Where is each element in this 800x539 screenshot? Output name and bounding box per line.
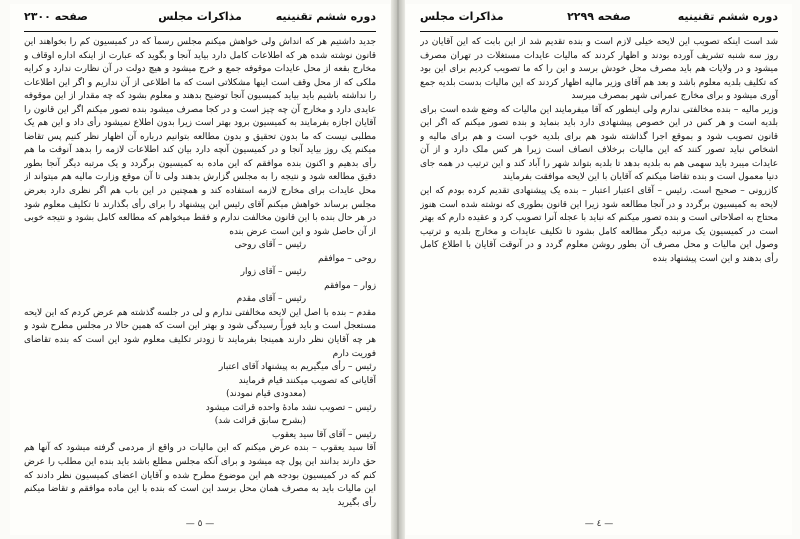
header-rule xyxy=(420,31,778,32)
paragraph: جدید داشتیم هر که انداش ولی خواهش میکنم مجلس رسماً که در کمیسیون کم را بخواهند این قانون نوشته شده هر که اطلاعات کامل دارد بیاید آنجا و بگوید که عبارت از اینکه اداره اوقاف و مخارج بقعه از محل عایدات موقوفه جمع و خرج میشود و هیچ دولت در آن نظارت ندارد و کرایه ملکی که از محل وقف است اینها مشکلاتی است که ما اطلاعی از آن نداریم و اگر این اطلاعات را نداشته باشیم باید بیاید کمیسیون آنجا توضیح بدهند و معلوم بشود که چه مقدار از این موقوفه عایدی دارد و مخارج آن چه چیز است و در کجا مصرف میشود بنده تصور میکنم اگر این قانون را آقایان اجازه بفرمایند به کمیسیون برود بهتر است زیرا بدون اطلاع نمیشود رأی داد و این هم یک مطلبی نیست که ما بدون تحقیق و بدون مطالعه بتوانیم درباره آن اظهار نظر کنیم پس تقاضا میکنم یک روز بیاید آنجا و در کمیسیون آنچه دارد بیان کند اطلاعات لازمه را بدهد آنوقت ما هم رأی بدهیم و اکنون بنده موافقم که این ماده به کمیسیون برگردد و یک مرتبه دیگر آنجا بطور دقیق مطالعه شود و نتیجه را به مجلس گزارش بدهند ولی تا آن موقع وزارت مالیه هم میتواند از محل عایدات برای مخارج لازمه استفاده کند و همچنین در این باب هم اگر نظری دارد بعرض مجلس برساند خواهش میکنم آقای رئیس این پیشنهاد را برای رأی بگذارند تا تکلیف معلوم شود در هر حال بنده با این قانون مخالفت ندارم و فقط میخواهم که مطالعه کامل بشود و نتیجه خوبی از آن حاصل شود و این است عرض بنده xyxy=(24,37,376,237)
paragraph: وزیر مالیه – بنده مخالفتی ندارم ولی اینطور که آقا میفرمایند این مالیات که وضع شده است برای بلدیه است و هر کس در این خصوص پیشنهادی دارد باید بنماید و بنده تصور میکنم که اگر این قانون تصویب شود و بموقع اجرا گذاشته شود هم برای بلدیه خوب است و هم برای مالیه و اشخاص نباید تصور کنند که این مالیات برخلاف انصاف است زیرا هر کس ملک دارد و از آن عایدات میبرد باید سهمی هم به بلدیه بدهد تا بلدیه بتواند شهر را آباد کند و این ترتیب در همه جای دنیا معمول است و بنده تقاضا میکنم که آقایان با این لایحه موافقت بفرمایند xyxy=(420,104,778,183)
publication-title: مذاکرات مجلس xyxy=(158,10,242,23)
page-header xyxy=(420,10,778,28)
paragraph: مقدم – بنده با اصل این لایحه مخالفتی ندارم و لی در جلسه گذشته هم عرض کردم که این لایحه مستعجل است و باید فوراً رسیدگی شود و بهتر این است که همین حالا در مجلس مطرح شود و هر چه آقایان نظر دارند همینجا بفرمایند تا زودتر تکلیف معلوم شود این است که بنده تقاضای فوریت دارم xyxy=(24,307,376,359)
dialogue-line: رئیس – آقای مقدم xyxy=(236,294,306,305)
dialogue-line: آقایانی که تصویب میکنند قیام فرمایند xyxy=(238,375,376,386)
dialogue-line: رئیس – آقای آقا سید یعقوب xyxy=(271,429,376,440)
folio-number: — ٤ — xyxy=(584,519,614,529)
session-label: دوره ششم تقنینیه xyxy=(275,10,376,23)
page-header xyxy=(24,10,376,28)
publication-title: مذاکرات مجلس xyxy=(420,10,504,23)
dialogue-line: (بشرح سابق قرائت شد) xyxy=(214,416,306,427)
paragraph: شد است اینکه تصویب این لایحه خیلی لازم است و بنده تقدیم شد از این بابت که این آقایان در روز سه شنبه تشریف آورده بودند و اظهار کردند که مالیات عایدات مستغلات در تهران مصرف میشود و در ولایات هم باید مصرف محل خودش برسد و این را که ما تصویب کردیم برای این بود که تکلیف بلدیه معلوم باشد و بعد هم آقای وزیر مالیه اظهار کردند که این مالیات بدست بلدیه جمع آوری میشود و برای مخارج عمرانی شهر بمصرف میرسد xyxy=(420,37,778,102)
paragraph: کازرونی – صحیح است. رئیس – آقای اعتبار اعتبار – بنده یک پیشنهادی تقدیم کرده بودم که این لایحه به کمیسیون برگردد و در آنجا مطالعه شود زیرا این قانون بطوری که نوشته شده است هنوز محتاج به اصلاحاتی است و بنده تصور میکنم که نباید با عجله آنرا تصویب کرد و عقیده دارم که بهتر است در کمیسیون یک مرتبه دیگر مطالعه کامل بشود تا تکلیف عایدات و مخارج بلدیه و ترتیب وصول این مالیات و محل مصرف آن بطور روشن معلوم گردد و در آنوقت آقایان با اطلاع کامل رأی بدهند و این است پیشنهاد بنده xyxy=(420,186,778,264)
dialogue-line: روحی – موافقم xyxy=(318,253,376,264)
book-gutter xyxy=(391,0,405,539)
dialogue-line: رئیس – آقای زوار xyxy=(240,267,306,278)
dialogue-line: رئیس – رأی میگیریم به پیشنهاد آقای اعتبار xyxy=(218,362,376,373)
paragraph: آقا سید یعقوب – بنده عرض میکنم که این مالیات در واقع از مردمی گرفته میشود که آنها هم حق دارند بدانند این پول چه میشود و برای آنکه مجلس مطلع باشد باید بنده این مطلب را عرض کنم که در کمیسیون بودجه هم این موضوع مطرح شده و آقایان اعضای کمیسیون نظر دادند که این مالیات باید به مصرف همان محل برسد این است که بنده با این ماده موافقم و تقاضا میکنم رأی بگیرید xyxy=(24,443,376,508)
dialogue-line: (معدودی قیام نمودند) xyxy=(226,389,306,400)
page-number-label: صفحه ۲۲۹۹ xyxy=(567,10,631,23)
right-page xyxy=(406,4,792,535)
dialogue-line: زوار – موافقم xyxy=(324,280,376,291)
session-label: دوره ششم تقنینیه xyxy=(677,10,778,23)
dialogue-block xyxy=(24,239,376,307)
dialogue-line: رئیس – تصویب نشد مادهٔ واحده قرائت میشود xyxy=(205,402,376,413)
page-body xyxy=(420,36,778,515)
left-page xyxy=(10,4,390,535)
dialogue-block xyxy=(24,361,376,442)
folio-number: — ٥ — xyxy=(185,519,215,529)
header-rule xyxy=(24,31,376,32)
page-number-label: صفحه ۲۳۰۰ xyxy=(24,10,88,23)
page-body xyxy=(24,36,376,515)
dialogue-line: رئیس – آقای روحی xyxy=(234,240,306,251)
